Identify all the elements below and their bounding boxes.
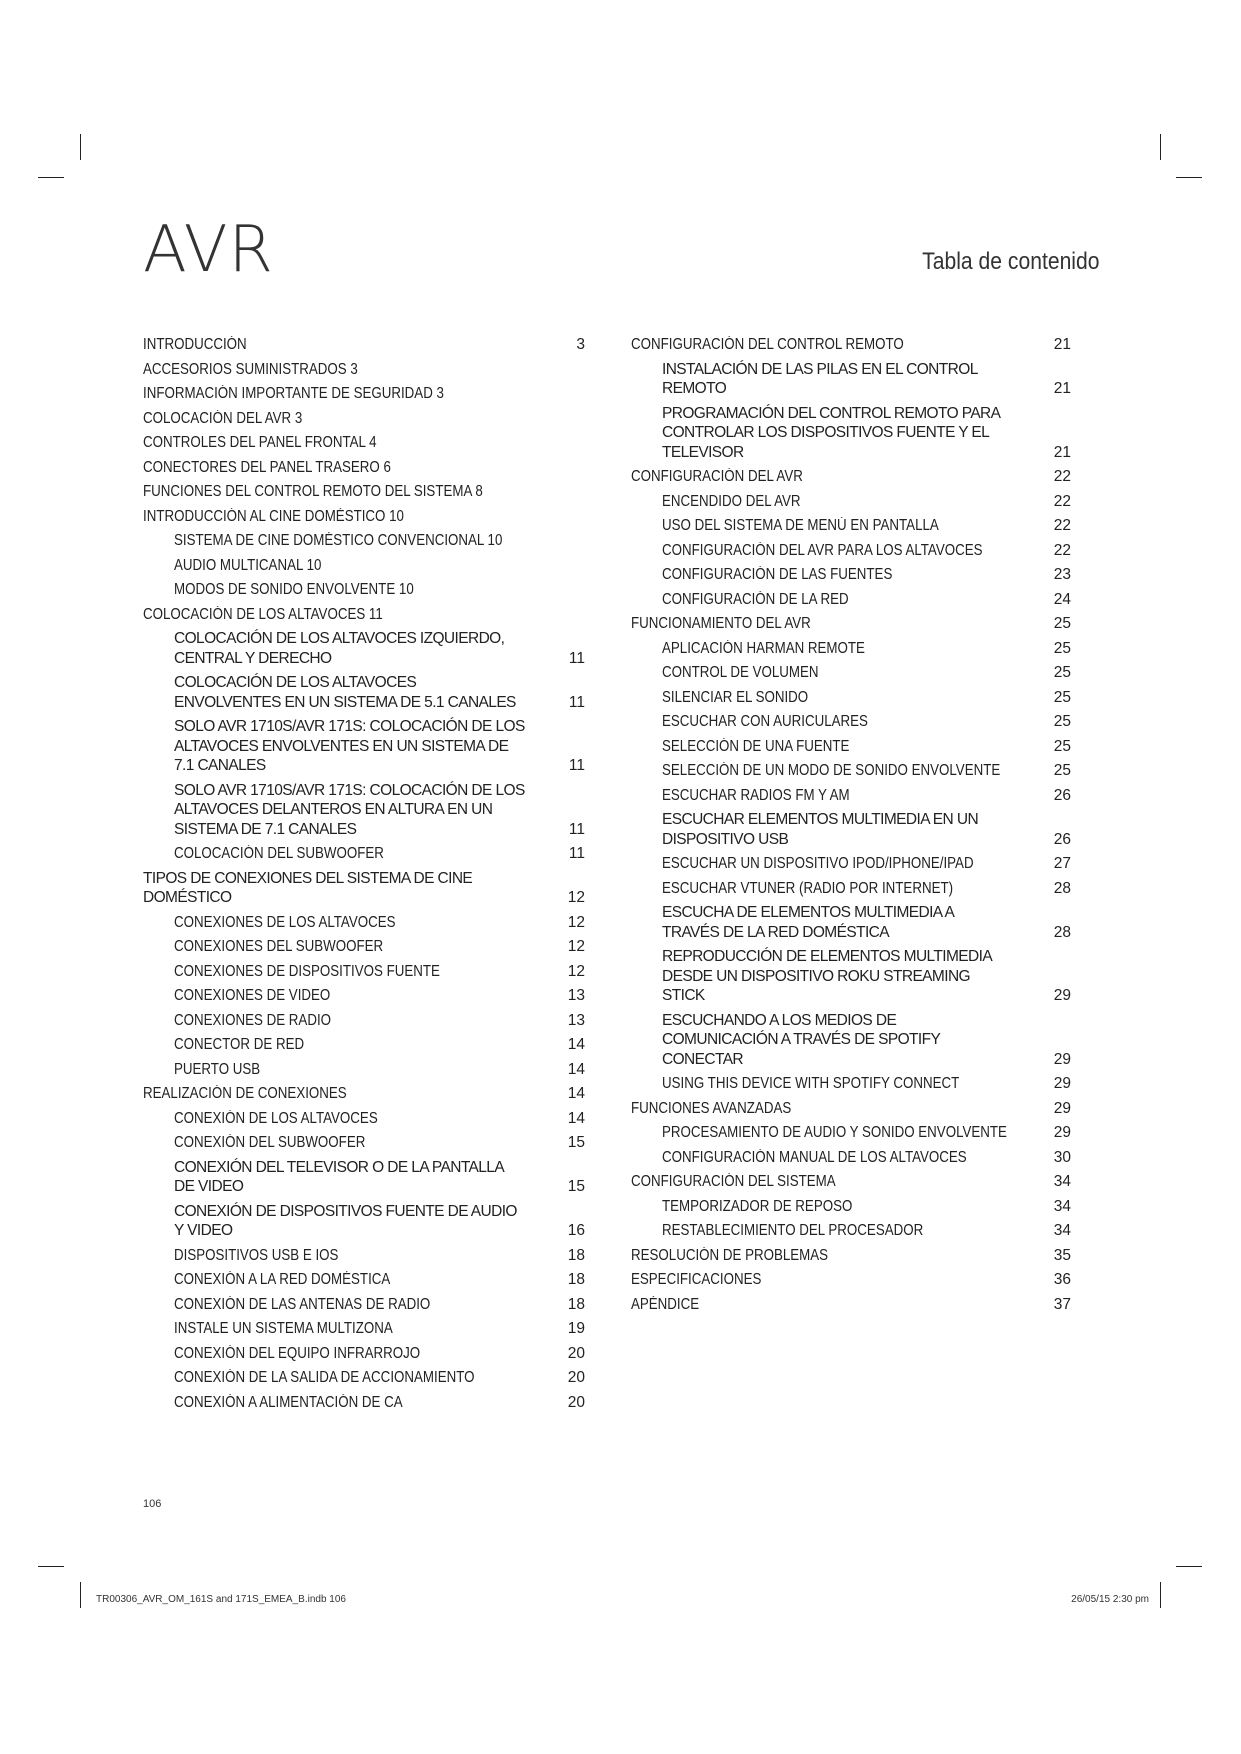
toc-entry-page: 29 [1053, 1075, 1071, 1092]
toc-entry[interactable] [631, 467, 1071, 487]
toc-entry[interactable] [143, 556, 585, 576]
toc-entry-page: 20 [567, 1369, 585, 1386]
toc-entry-label: ESCUCHAR VTUNER (RADIO POR INTERNET) [662, 879, 954, 897]
toc-entry[interactable] [631, 1172, 1071, 1192]
toc-entry[interactable] [631, 1197, 1071, 1217]
crop-mark-top-left-v [80, 134, 81, 160]
toc-entry-label: ESCUCHAR UN DISPOSITIVO IPOD/IPHONE/IPAD [662, 855, 974, 872]
toc-entry-label: RESTABLECIMIENTO DEL PROCESADOR [662, 1222, 924, 1239]
toc-entry[interactable] [143, 1035, 585, 1055]
toc-entry-page: 22 [1053, 492, 1071, 510]
toc-entry-label: PUERTO USB [174, 1060, 261, 1078]
toc-entry[interactable] [143, 1344, 585, 1364]
toc-entry[interactable] [143, 507, 585, 527]
toc-entry-label: PROCESAMIENTO DE AUDIO Y SONIDO ENVOLVENTE [662, 1124, 1007, 1141]
toc-entry-label: CONFIGURACIÓN DEL AVR [631, 468, 803, 485]
toc-entry-page: 25 [1053, 664, 1071, 681]
toc-entry-label: CONEXIONES DE RADIO [174, 1011, 332, 1029]
toc-entry-label: PROGRAMACIÓN DEL CONTROL REMOTO PARA CONTROLAR LOS DISPOSITIVOS FUENTE Y EL TELEVISOR [662, 404, 1000, 461]
toc-entry-label: SELECCIÓN DE UNA FUENTE [662, 737, 850, 755]
toc-entry-label: CONEXIONES DE LOS ALTAVOCES [174, 913, 396, 931]
toc-entry-label: CONEXIÓN DE LAS ANTENAS DE RADIO [174, 1295, 431, 1313]
toc-entry-label: CONEXIÓN DEL SUBWOOFER [174, 1134, 366, 1151]
crop-mark-bottom-right-v [1160, 1582, 1161, 1608]
toc-entry[interactable] [143, 458, 585, 478]
toc-entry[interactable] [143, 1319, 585, 1339]
toc-entry-label: USO DEL SISTEMA DE MENÚ EN PANTALLA [662, 517, 939, 534]
toc-entry[interactable] [631, 1270, 1071, 1290]
toc-entry-page: 14 [567, 1109, 585, 1127]
toc-entry[interactable] [631, 810, 1071, 849]
toc-entry-page: 12 [567, 938, 585, 955]
toc-entry-label: CONEXIÓN DE LOS ALTAVOCES [174, 1109, 378, 1127]
toc-entry[interactable] [143, 986, 585, 1006]
toc-entry[interactable] [631, 879, 1071, 899]
toc-entry[interactable] [143, 482, 585, 502]
toc-entry-label: COLOCACIÓN DE LOS ALTAVOCES 11 [143, 605, 383, 623]
toc-entry-page: 15 [567, 1134, 585, 1151]
toc-entry[interactable] [143, 1133, 585, 1153]
toc-entry-page: 21 [1053, 380, 1071, 397]
toc-entry[interactable] [631, 590, 1071, 610]
toc-entry[interactable] [143, 409, 585, 429]
toc-entry-page: 12 [567, 913, 585, 931]
toc-entry-label: FUNCIONES AVANZADAS [631, 1099, 792, 1117]
toc-entry-page: 27 [1053, 855, 1071, 872]
toc-entry-page: 3 [576, 336, 585, 353]
toc-entry-page: 14 [567, 1036, 585, 1053]
footer-date: 26/05/15 2:30 pm [1071, 1594, 1149, 1605]
toc-entry-page: 26 [1053, 830, 1071, 848]
toc-entry-page: 11 [568, 649, 585, 667]
toc-entry-page: 21 [1053, 443, 1071, 461]
crop-mark-top-right-v [1160, 134, 1161, 160]
brand-logo: AVR [143, 213, 274, 287]
toc-entry[interactable] [631, 492, 1071, 512]
toc-entry-page: 34 [1053, 1173, 1071, 1190]
toc-entry[interactable] [143, 781, 585, 840]
toc-entry-label: ESCUCHAR ELEMENTOS MULTIMEDIA EN UN DISPOSITIVO USB [662, 811, 979, 848]
toc-entry[interactable] [143, 384, 585, 404]
toc-entry[interactable] [631, 1246, 1071, 1266]
toc-entry[interactable] [631, 639, 1071, 659]
toc-entry-label: ESCUCHAR CON AURICULARES [662, 713, 868, 730]
toc-entry-page: 18 [567, 1295, 585, 1313]
toc-entry-label: RESOLUCIÓN DE PROBLEMAS [631, 1246, 829, 1264]
toc-entry-label: CONECTORES DEL PANEL TRASERO 6 [143, 458, 391, 476]
toc-entry[interactable] [631, 1011, 1071, 1070]
toc-entry-label: CONFIGURACIÓN MANUAL DE LOS ALTAVOCES [662, 1148, 967, 1166]
toc-entry-label: INTRODUCCIÓN AL CINE DOMÉSTICO 10 [143, 507, 404, 525]
toc-entry[interactable] [631, 1099, 1071, 1119]
toc-entry-label: CONEXIÓN A LA RED DOMÉSTICA [174, 1271, 391, 1288]
toc-entry-page: 36 [1053, 1271, 1071, 1288]
toc-entry-label: CONEXIÓN DE LA SALIDA DE ACCIONAMIENTO [174, 1369, 475, 1386]
toc-entry[interactable] [143, 1060, 585, 1080]
toc-entry[interactable] [631, 903, 1071, 942]
toc-entry-label: SOLO AVR 1710S/AVR 171S: COLOCACIÓN DE LOS ALTAVOCES DELANTEROS EN ALTURA EN UN SISTEMA DE 7.1 CANALES [174, 781, 525, 838]
toc-entry-label: CONEXIÓN DEL EQUIPO INFRARROJO [174, 1344, 421, 1362]
toc-entry-page: 22 [1053, 541, 1071, 559]
toc-entry-label: FUNCIONES DEL CONTROL REMOTO DEL SISTEMA 8 [143, 483, 483, 500]
toc-entry[interactable] [143, 580, 585, 600]
toc-entry[interactable] [631, 614, 1071, 634]
toc-entry-page: 25 [1053, 615, 1071, 632]
toc-entry-label: CONECTOR DE RED [174, 1036, 305, 1053]
toc-entry-label: COLOCACIÓN DEL AVR 3 [143, 409, 303, 427]
toc-entry[interactable] [631, 1221, 1071, 1241]
toc-entry-label: INSTALACIÓN DE LAS PILAS EN EL CONTROL REMOTO [662, 360, 978, 397]
toc-entry[interactable] [631, 1123, 1071, 1143]
toc-entry-label: REPRODUCCIÓN DE ELEMENTOS MULTIMEDIA DESDE UN DISPOSITIVO ROKU STREAMING STICK [662, 948, 992, 1004]
toc-entry-label: CONEXIONES DE VIDEO [174, 987, 331, 1004]
toc-entry[interactable] [631, 404, 1071, 463]
toc-entry-label: CONFIGURACIÓN DEL SISTEMA [631, 1173, 836, 1190]
toc-entry-page: 22 [1053, 468, 1071, 485]
toc-entry[interactable] [143, 629, 585, 668]
toc-entry-label: COLOCACIÓN DE LOS ALTAVOCES IZQUIERDO, CENTRAL Y DERECHO [174, 630, 505, 667]
toc-entry[interactable] [631, 360, 1071, 399]
toc-entry[interactable] [143, 962, 585, 982]
toc-entry-label: TEMPORIZADOR DE REPOSO [662, 1197, 853, 1215]
toc-entry-page: 12 [567, 889, 585, 906]
toc-entry[interactable] [143, 1246, 585, 1266]
toc-entry-label: REALIZACIÓN DE CONEXIONES [143, 1085, 347, 1102]
toc-entry[interactable] [143, 1393, 585, 1413]
toc-entry[interactable] [143, 869, 585, 908]
toc-entry-page: 13 [567, 987, 585, 1004]
toc-entry-page: 29 [1053, 987, 1071, 1004]
toc-entry-label: CONFIGURACIÓN DE LAS FUENTES [662, 566, 893, 583]
toc-entry-label: INTRODUCCIÓN [143, 336, 247, 353]
toc-entry-label: DISPOSITIVOS USB E IOS [174, 1246, 339, 1264]
toc-entry-label: SILENCIAR EL SONIDO [662, 688, 809, 706]
toc-entry[interactable] [143, 913, 585, 933]
toc-entry[interactable] [143, 1109, 585, 1129]
toc-entry-label: CONEXIONES DEL SUBWOOFER [174, 938, 384, 955]
toc-entry-page: 34 [1053, 1222, 1071, 1239]
toc-entry-page: 11 [568, 820, 585, 838]
toc-entry-page: 29 [1053, 1050, 1071, 1068]
toc-entry-label: ESPECIFICACIONES [631, 1271, 762, 1288]
toc-entry[interactable] [631, 688, 1071, 708]
toc-entry-label: TIPOS DE CONEXIONES DEL SISTEMA DE CINE DOMÉSTICO [143, 869, 473, 906]
toc-entry-page: 25 [1053, 737, 1071, 755]
toc-entry[interactable] [631, 663, 1071, 683]
toc-entry[interactable] [143, 335, 585, 355]
crop-mark-bottom-left-h [38, 1566, 64, 1567]
toc-entry-page: 35 [1053, 1246, 1071, 1264]
toc-entry-label: CONFIGURACIÓN DEL CONTROL REMOTO [631, 336, 904, 353]
toc-entry-page: 18 [567, 1271, 585, 1288]
toc-entry[interactable] [143, 1295, 585, 1315]
toc-entry-page: 24 [1053, 590, 1071, 608]
crop-mark-bottom-right-h [1176, 1566, 1202, 1567]
toc-entry[interactable] [631, 541, 1071, 561]
toc-entry-page: 14 [567, 1085, 585, 1102]
crop-mark-top-right-h [1176, 177, 1202, 178]
toc-entry-label: MODOS DE SONIDO ENVOLVENTE 10 [174, 581, 414, 598]
toc-entry[interactable] [631, 1295, 1071, 1315]
toc-entry-page: 20 [567, 1344, 585, 1362]
toc-entry-label: CONEXIONES DE DISPOSITIVOS FUENTE [174, 962, 440, 980]
toc-entry-label: CONFIGURACIÓN DE LA RED [662, 590, 849, 608]
toc-entry-page: 29 [1053, 1124, 1071, 1141]
toc-entry-label: CONEXIÓN DEL TELEVISOR O DE LA PANTALLA DE VIDEO [174, 1158, 504, 1195]
toc-entry-page: 20 [567, 1393, 585, 1411]
toc-entry[interactable] [143, 1158, 585, 1197]
toc-entry-page: 29 [1053, 1099, 1071, 1117]
toc-right-column [631, 335, 1071, 1319]
footer-file-name: TR00306_AVR_OM_161S and 171S_EMEA_B.indb 106 [96, 1594, 346, 1605]
toc-entry-page: 22 [1053, 517, 1071, 534]
page-title: Tabla de contenido [921, 248, 1099, 275]
toc-entry-label: APLICACIÓN HARMAN REMOTE [662, 639, 865, 657]
toc-entry-label: SISTEMA DE CINE DOMÉSTICO CONVENCIONAL 10 [174, 532, 503, 549]
toc-entry-page: 18 [567, 1246, 585, 1264]
toc-entry-label: COLOCACIÓN DE LOS ALTAVOCES ENVOLVENTES EN UN SISTEMA DE 5.1 CANALES [174, 674, 516, 711]
toc-entry[interactable] [631, 565, 1071, 585]
toc-entry-label: ESCUCHAR RADIOS FM Y AM [662, 786, 850, 804]
toc-entry[interactable] [631, 786, 1071, 806]
toc-entry-page: 23 [1053, 566, 1071, 583]
toc-entry-page: 26 [1053, 786, 1071, 804]
toc-entry-page: 28 [1053, 879, 1071, 897]
toc-entry-label: ACCESORIOS SUMINISTRADOS 3 [143, 360, 358, 378]
toc-entry-label: CONEXIÓN A ALIMENTACIÓN DE CA [174, 1393, 403, 1411]
crop-mark-top-left-h [38, 177, 64, 178]
toc-entry-page: 15 [567, 1178, 585, 1195]
toc-entry-page: 37 [1053, 1295, 1071, 1313]
toc-entry-page: 25 [1053, 762, 1071, 779]
toc-entry[interactable] [631, 737, 1071, 757]
toc-entry[interactable] [143, 433, 585, 453]
toc-entry-label: USING THIS DEVICE WITH SPOTIFY CONNECT [662, 1075, 960, 1092]
toc-entry[interactable] [631, 947, 1071, 1006]
toc-entry-label: ESCUCHA DE ELEMENTOS MULTIMEDIA A TRAVÉS DE LA RED DOMÉSTICA [662, 904, 954, 941]
toc-entry[interactable] [143, 531, 585, 551]
toc-entry-label: SELECCIÓN DE UN MODO DE SONIDO ENVOLVENTE [662, 762, 1001, 779]
toc-entry-page: 11 [568, 757, 585, 774]
toc-left-column [143, 335, 585, 1417]
toc-entry[interactable] [143, 1202, 585, 1241]
page-number: 106 [143, 1498, 162, 1510]
toc-entry[interactable] [631, 335, 1071, 355]
toc-entry-page: 12 [567, 962, 585, 980]
toc-entry[interactable] [143, 1011, 585, 1031]
toc-entry[interactable] [631, 761, 1071, 781]
toc-entry[interactable] [143, 844, 585, 864]
toc-entry[interactable] [143, 605, 585, 625]
toc-entry-label: COLOCACIÓN DEL SUBWOOFER [174, 845, 384, 862]
toc-entry-label: FUNCIONAMIENTO DEL AVR [631, 615, 811, 632]
toc-entry[interactable] [143, 360, 585, 380]
toc-entry[interactable] [143, 673, 585, 712]
toc-entry[interactable] [143, 717, 585, 776]
toc-entry-page: 25 [1053, 639, 1071, 657]
toc-entry[interactable] [631, 1148, 1071, 1168]
toc-entry-page: 25 [1053, 688, 1071, 706]
toc-entry-page: 28 [1053, 923, 1071, 941]
toc-entry-page: 16 [567, 1222, 585, 1239]
crop-mark-bottom-left-v [80, 1582, 81, 1608]
toc-entry-page: 34 [1053, 1197, 1071, 1215]
toc-entry-label: CONTROLES DEL PANEL FRONTAL 4 [143, 434, 377, 451]
toc-entry[interactable] [143, 1084, 585, 1104]
toc-entry-page: 11 [568, 845, 585, 862]
toc-entry-label: INFORMACIÓN IMPORTANTE DE SEGURIDAD 3 [143, 385, 444, 402]
toc-entry-page: 21 [1053, 336, 1071, 353]
toc-entry[interactable] [631, 712, 1071, 732]
toc-entry[interactable] [631, 854, 1071, 874]
toc-entry-page: 19 [567, 1320, 585, 1337]
toc-entry-label: CONEXIÓN DE DISPOSITIVOS FUENTE DE AUDIO Y VIDEO [174, 1202, 517, 1239]
toc-entry[interactable] [143, 1368, 585, 1388]
toc-entry-label: ENCENDIDO DEL AVR [662, 492, 801, 510]
toc-entry-label: CONTROL DE VOLUMEN [662, 664, 819, 681]
toc-entry-label: INSTALE UN SISTEMA MULTIZONA [174, 1320, 393, 1337]
toc-entry[interactable] [631, 516, 1071, 536]
toc-entry-label: ESCUCHANDO A LOS MEDIOS DE COMUNICACIÓN A TRAVÉS DE SPOTIFY CONECTAR [662, 1011, 940, 1068]
toc-entry-label: CONFIGURACIÓN DEL AVR PARA LOS ALTAVOCES [662, 541, 983, 559]
toc-entry[interactable] [143, 1270, 585, 1290]
toc-entry-page: 13 [567, 1011, 585, 1029]
toc-entry-page: 25 [1053, 713, 1071, 730]
toc-entry[interactable] [143, 937, 585, 957]
toc-entry[interactable] [631, 1074, 1071, 1094]
toc-entry-page: 14 [567, 1060, 585, 1078]
toc-entry-page: 11 [568, 693, 585, 711]
toc-entry-label: SOLO AVR 1710S/AVR 171S: COLOCACIÓN DE LOS ALTAVOCES ENVOLVENTES EN UN SISTEMA DE 7.1 CANALES [174, 718, 525, 774]
toc-entry-label: AUDIO MULTICANAL 10 [174, 556, 322, 574]
toc-entry-label: APÉNDICE [631, 1295, 700, 1313]
toc-entry-page: 30 [1053, 1148, 1071, 1166]
